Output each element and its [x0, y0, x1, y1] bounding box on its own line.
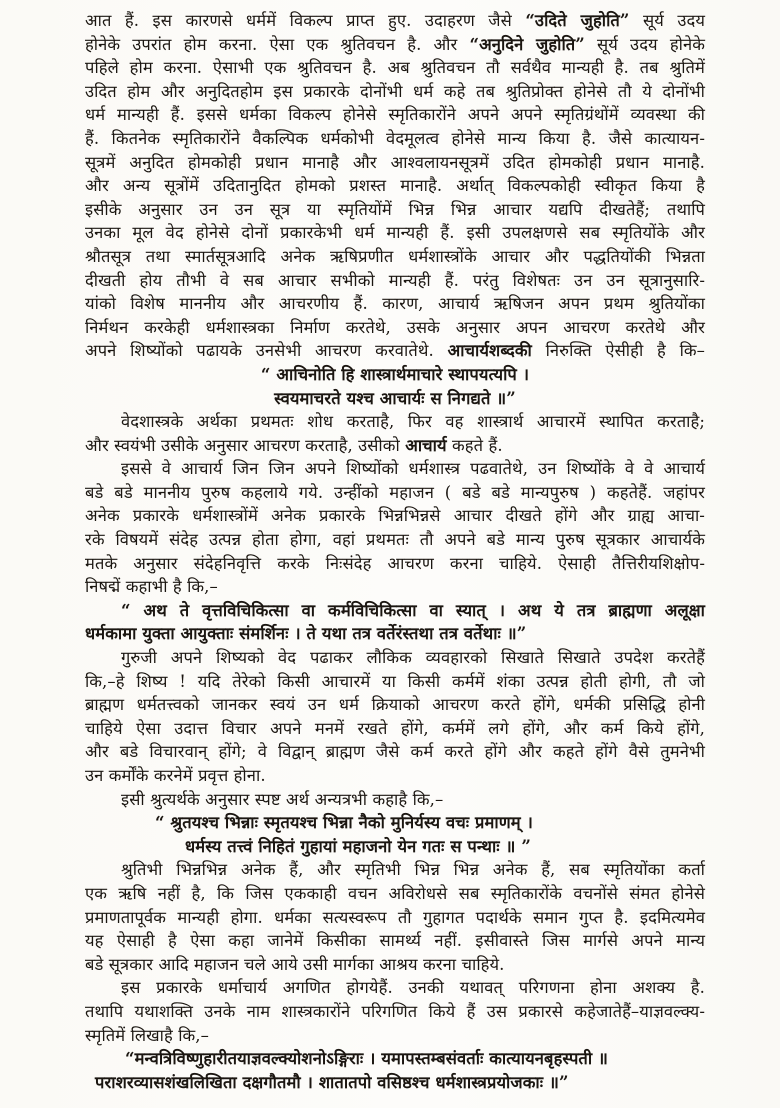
text-segment: होनेके उपरांत होम करना. ऐसा एक श्रुतिवचन है. और	[85, 34, 470, 54]
text-segment: यांको विशेष माननीय और आचरणीय हैं. कारण, आचार्य ऋषिजन अपन प्रथम श्रुतियोंका	[85, 294, 705, 314]
text-line	[85, 316, 705, 340]
text-segment: आत हैं. इस कारणसे धर्ममें विकल्प प्राप्त हुए. उदाहरण जैसे	[85, 11, 526, 30]
text-line	[85, 245, 705, 269]
text-line	[85, 858, 705, 882]
text-line	[85, 56, 705, 80]
text-segment: बडे बडे माननीय पुरुष कहलाये गये. उन्हींको महाजन ( बडे बडे मान्यपुरुष ) कहतेहैं. जहांपर	[85, 482, 705, 502]
text-line	[85, 622, 705, 646]
text-segment: इससे वे आचार्य जिन जिन अपने शिष्योंको धर्मशास्त्र पढवातेथे, उन शिष्योंके वे वे आचार्य	[121, 459, 705, 479]
text-line	[85, 670, 705, 694]
text-line	[85, 80, 705, 104]
emphasized-text: “ आचिनोति हि शास्त्रार्थमाचारे स्थापयत्यपि ।	[260, 364, 530, 384]
text-line	[85, 339, 705, 363]
text-line	[85, 363, 705, 387]
text-segment: निरुक्ति ऐसीही है कि–	[531, 341, 706, 361]
text-segment: कहते हैं.	[446, 435, 503, 455]
emphasized-text: “मन्वत्रिविष्णुहारीतयाज्ञवल्क्योशनोऽङ्गिराः । यमापस्तम्बसंवर्ताः कात्यायनबृहस्पती ॥	[125, 1049, 609, 1069]
text-segment: मतके अनुसार संदेहनिवृत्ति करके निःसंदेह आचरण करना चाहिये. ऐसाही तैत्तिरीयशिक्षोप-	[85, 553, 705, 573]
text-segment: निर्मथन करकेही धर्मशास्त्रका निर्माण करतेथे, उसके अनुसार अपन आचरण करतेथे और	[85, 317, 706, 337]
text-segment: इसीके अनुसार उन उन सूत्र या स्मृतियोंमें भिन्न भिन्न आचार यद्यपि दीखतेहैं; तथापि	[85, 199, 705, 219]
text-line	[85, 410, 705, 434]
text-segment: इसी श्रुत्यर्थके अनुसार स्पष्ट अर्थ अन्यत्रभी कहाहै कि,–	[121, 789, 444, 809]
text-line	[85, 693, 705, 717]
text-line	[85, 646, 705, 670]
text-segment: कि,–हे शिष्य ! यदि तेरेको किसी आचारमें या किसी कर्ममें शंका उत्पन्न होती होगी, तौ जो	[85, 671, 705, 691]
text-line	[85, 740, 705, 764]
text-segment: श्रुतिभी भिन्नभिन्न अनेक हैं, और स्मृतिभी भिन्न भिन्न अनेक हैं, सब स्मृतियोंका कर्ता	[121, 860, 705, 880]
emphasized-text: “ अथ ते वृत्तविचिकित्सा वा कर्मविचिकित्सा वा स्यात् । अथ ये तत्र ब्राह्मणा अलूक्षा	[121, 600, 705, 620]
text-line	[85, 33, 705, 57]
text-line	[85, 198, 705, 222]
text-segment: उन कर्मोंके करनेमें प्रवृत्त होना.	[85, 766, 266, 785]
text-segment: अपने शिष्योंको पढायके उनसेभी आचरण करवातेथे.	[85, 341, 448, 361]
text-line	[85, 504, 705, 528]
text-line	[85, 269, 705, 293]
text-segment: हैं. कितनेक स्मृतिकारोंने वैकल्पिक धर्मकोभी वेदमूलत्व होनेसे मान्य किया है. जैसे कात्यायन-	[85, 128, 705, 148]
text-segment: अनेक प्रकारके धर्मशास्त्रोंमें अनेक प्रकारके भिन्नभिन्नसे आचार दीखते होंगे और ग्राह्य आचा-	[85, 506, 705, 526]
text-segment: तथापि यथाशक्ति उनके नाम शास्त्रकारोंने परिगणित किये हैं उस प्रकारसे कहेजातेहैं–याज्ञवल्क्य-	[85, 1001, 705, 1021]
text-segment: ब्राह्मण धर्मतत्त्वको जानकर स्वयं उन धर्म क्रियाको आचरण करते होंगे, धर्मकी प्रसिद्धि होनी	[85, 695, 705, 715]
text-line	[85, 906, 705, 930]
text-line	[85, 835, 705, 859]
text-line	[85, 174, 705, 198]
text-segment: वेदशास्त्रके अर्थका प्रथमतः शोध करताहै, फिर वह शास्त्रार्थ आचारमें स्थापित करताहै;	[121, 412, 705, 432]
text-segment: सूर्य उदय	[629, 11, 705, 30]
text-segment: प्रमाणतापूर्वक मान्यही होगा. धर्मका सत्यस्वरूप तौ गुहागत पदार्थके समान गुप्त है. इदमित्यमेव	[85, 907, 705, 927]
text-segment: और बडे विचारवान् होंगे; वे विद्वान् ब्राह्मण जैसे कर्म करते होंगे और कहते होंगे वैसे तुमनेभी	[85, 742, 705, 762]
text-line	[85, 127, 705, 151]
text-segment: उदित होम और अनुदितहोम इस प्रकारके दोनोंभी धर्म कहे तब श्रुतिप्रोक्त होनेसे तौ ये दोनोंभी	[85, 81, 705, 101]
text-segment: यह ऐसाही है ऐसा कहा जानेमें किसीका सामर्थ्य नहीं. इसीवास्ते जिस मार्गसे अपने मान्य	[85, 931, 705, 951]
text-segment: स्मृतिमें लिखाहै कि,–	[85, 1025, 209, 1045]
text-line	[85, 882, 705, 906]
text-line	[85, 1024, 705, 1048]
text-line	[85, 811, 705, 835]
text-line	[85, 953, 705, 977]
text-line	[85, 387, 705, 411]
text-segment: धर्म मान्यही हैं. इससे धर्मका विकल्प होनेसे स्मृतिकारोंने अपने अपने स्मृतिग्रंथोंमें व्यवस्था की	[85, 105, 705, 125]
text-segment: एक ऋषि नहीं है, कि जिस एककाही वचन अविरोधसे सब स्मृतिकारोंके वचनोंसे संमत होनेसे	[85, 883, 705, 903]
text-line	[85, 481, 705, 505]
text-segment: और अन्य सूत्रोंमें उदितानुदित होमको प्रशस्त मानाहै. अर्थात् विकल्पकोही स्वीकृत किया है	[85, 176, 705, 196]
text-line	[85, 528, 705, 552]
text-line	[85, 1071, 705, 1095]
text-line	[85, 929, 705, 953]
text-line	[85, 1047, 705, 1071]
text-line	[85, 221, 705, 245]
text-line	[85, 575, 705, 599]
text-line	[85, 1000, 705, 1024]
emphasized-text: धर्मस्य तत्त्वं निहितं गुहायां महाजनो येन गतः स पन्थाः ॥ ”	[185, 836, 531, 856]
text-line	[85, 764, 705, 788]
emphasized-text: आचार्यशब्दकी	[447, 341, 532, 361]
emphasized-text: पराशरव्यासशंखलिखिता दक्षगौतमौ । शातातपो वसिष्ठश्च धर्मशास्त्रप्रयोजकाः ॥”	[95, 1072, 569, 1092]
text-line	[85, 151, 705, 175]
emphasized-text: आचार्य	[405, 435, 447, 455]
text-line	[85, 434, 705, 458]
emphasized-text: धर्मकामा युक्ता आयुक्ताः संमर्शिनः । ते यथा तत्र वर्तेरंस्तथा तत्र वर्तेथाः ॥”	[85, 624, 527, 644]
text-segment: गुरुजी अपने शिष्यको वेद पढाकर लौकिक व्यवहारको सिखाते सिखाते उपदेश करतेहैं	[121, 648, 705, 668]
text-segment: रके विषयमें संदेह उत्पन्न होता होगा, वहां प्रथमतः तौ अपने बडे मान्य पुरुष सूत्रकार आचार्यके	[85, 530, 705, 550]
text-line	[85, 717, 705, 741]
emphasized-text: “अनुदिने जुहोति”	[469, 34, 585, 54]
text-line	[85, 599, 705, 623]
text-segment: सूर्य उदय होनेके	[584, 34, 706, 54]
text-line	[85, 457, 705, 481]
text-block	[85, 9, 705, 1094]
text-segment: चाहिये ऐसा उदात्त विचार अपने मनमें रखते होंगे, कर्ममें लगे होंगे, और कर्म किये होंगे,	[85, 718, 705, 738]
text-segment: उनका मूल वेद होनेसे दोनों प्रकारकेभी धर्म मान्यही हैं. इसी उपलक्षणसे सब स्मृतियोंके और	[85, 223, 705, 243]
text-segment: इस प्रकारके धर्माचार्य अगणित होगयेहैं. उनकी यथावत् परिगणना होना अशक्य है.	[121, 978, 705, 998]
text-line	[85, 9, 705, 33]
text-line	[85, 788, 705, 812]
text-segment: सूत्रमें अनुदित होमकोही प्रधान मानाहै और आश्वलायनसूत्रमें उदित होमकोही प्रधान मानाहै.	[85, 152, 705, 172]
text-segment: और स्वयंभी उसीके अनुसार आचरण करताहै, उसीको	[85, 435, 406, 455]
text-line	[85, 292, 705, 316]
text-segment: दीखती होय तौभी वे सब आचार सभीको मान्यही हैं. परंतु विशेषतः उन उन सूत्रानुसारि-	[85, 270, 705, 290]
text-segment: पहिले होम करना. ऐसाभी एक श्रुतिवचन है. अब श्रुतिवचन तौ सर्वथैव मान्यही है. तब श्रुतिमें	[85, 58, 705, 78]
text-segment: बडे सूत्रकार आदि महाजन चले आये उसी मार्गका आश्रय करना चाहिये.	[85, 954, 505, 974]
text-segment: निषद्में कहाभी है कि,–	[85, 577, 218, 597]
emphasized-text: “उदिते जुहोति”	[525, 11, 630, 30]
text-line	[85, 103, 705, 127]
emphasized-text: “ श्रुतयश्च भिन्नाः स्मृतयश्च भिन्ना नैको मुनिर्यस्य वचः प्रमाणम् ।	[155, 813, 533, 833]
text-line	[85, 976, 705, 1000]
text-segment: श्रौतसूत्र तथा स्मार्तसूत्रआदि अनेक ऋषिप्रणीत धर्मशास्त्रोंके आचार और पद्धतियोंकी भिन्नता	[85, 246, 705, 266]
emphasized-text: स्वयमाचरते यश्च आचार्यः स निगद्यते ॥”	[274, 388, 516, 408]
text-line	[85, 552, 705, 576]
